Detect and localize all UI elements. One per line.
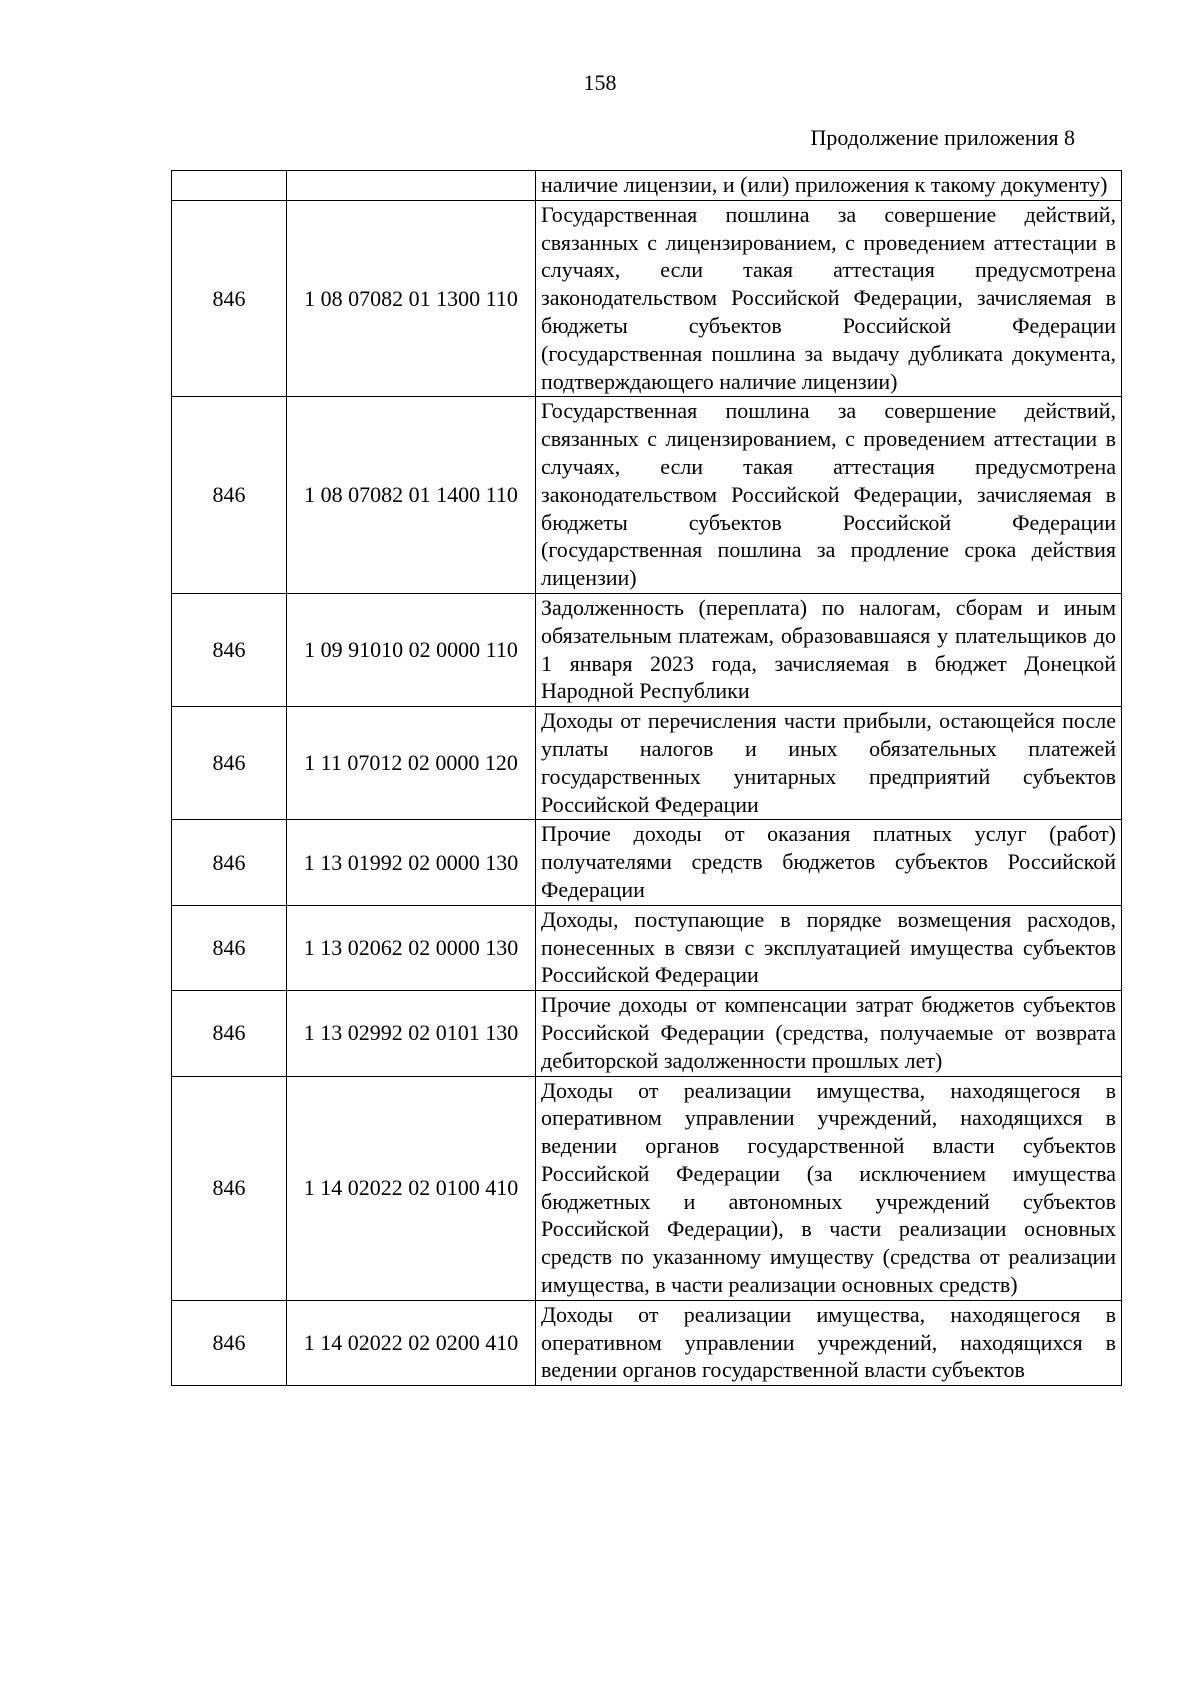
revenue-name-cell: Доходы от реализации имущества, находящегося в оперативном управлении учреждений, находящихся в ведении органов государственной власти субъектов [536, 1300, 1122, 1385]
budget-code-cell: 1 08 07082 01 1300 110 [287, 200, 536, 397]
budget-code-cell [287, 171, 536, 201]
revenue-name-cell: Государственная пошлина за совершение действий, связанных с лицензированием, с проведением аттестации в случаях, если такая аттестация предусмотрена законодательством Российской Федерации, зачисляемая в бюджеты субъектов Российской Федерации (государственная пошлина за продление срока действия лицензии) [536, 397, 1122, 594]
table-row [172, 593, 1122, 706]
admin-code-cell: 846 [172, 593, 287, 706]
admin-code-cell: 846 [172, 1076, 287, 1300]
budget-code-cell: 1 14 02022 02 0200 410 [287, 1300, 536, 1385]
budget-code-cell: 1 13 02992 02 0101 130 [287, 991, 536, 1076]
admin-code-cell [172, 171, 287, 201]
admin-code-cell: 846 [172, 707, 287, 820]
table-row [172, 707, 1122, 820]
admin-code-cell: 846 [172, 820, 287, 905]
admin-code-cell: 846 [172, 1300, 287, 1385]
revenue-name-cell: Доходы от реализации имущества, находящегося в оперативном управлении учреждений, находящихся в ведении органов государственной власти субъектов Российской Федерации (за исключением имущества бюджетных и автономных учреждений субъектов Российской Федерации), в части реализации основных средств по указанному имуществу (средства от реализации имущества, в части реализации основных средств) [536, 1076, 1122, 1300]
table-row [172, 397, 1122, 594]
revenue-name-cell: Задолженность (переплата) по налогам, сборам и иным обязательным платежам, образовавшаяся у плательщиков до 1 января 2023 года, зачисляемая в бюджет Донецкой Народной Республики [536, 593, 1122, 706]
revenue-name-cell: Прочие доходы от компенсации затрат бюджетов субъектов Российской Федерации (средства, получаемые от возврата дебиторской задолженности прошлых лет) [536, 991, 1122, 1076]
budget-code-cell: 1 09 91010 02 0000 110 [287, 593, 536, 706]
table-row [172, 905, 1122, 990]
budget-code-cell: 1 14 02022 02 0100 410 [287, 1076, 536, 1300]
budget-code-cell: 1 11 07012 02 0000 120 [287, 707, 536, 820]
appendix-caption: Продолжение приложения 8 [810, 125, 1075, 150]
revenue-name-cell: Государственная пошлина за совершение действий, связанных с лицензированием, с проведением аттестации в случаях, если такая аттестация предусмотрена законодательством Российской Федерации, зачисляемая в бюджеты субъектов Российской Федерации (государственная пошлина за выдачу дубликата документа, подтверждающего наличие лицензии) [536, 200, 1122, 397]
admin-code-cell: 846 [172, 905, 287, 990]
table-row [172, 1300, 1122, 1385]
revenue-codes-table [171, 170, 1122, 1386]
table-row [172, 171, 1122, 201]
budget-code-cell: 1 08 07082 01 1400 110 [287, 397, 536, 594]
admin-code-cell: 846 [172, 200, 287, 397]
revenue-name-cell: Доходы, поступающие в порядке возмещения расходов, понесенных в связи с эксплуатацией имущества субъектов Российской Федерации [536, 905, 1122, 990]
table-row [172, 820, 1122, 905]
budget-code-cell: 1 13 01992 02 0000 130 [287, 820, 536, 905]
revenue-name-cell: Прочие доходы от оказания платных услуг (работ) получателями средств бюджетов субъектов Российской Федерации [536, 820, 1122, 905]
revenue-name-cell: наличие лицензии, и (или) приложения к такому документу) [536, 171, 1122, 201]
page-number: 158 [583, 70, 617, 95]
table-row [172, 1076, 1122, 1300]
revenue-name-cell: Доходы от перечисления части прибыли, остающейся после уплаты налогов и иных обязательных платежей государственных унитарных предприятий субъектов Российской Федерации [536, 707, 1122, 820]
budget-code-cell: 1 13 02062 02 0000 130 [287, 905, 536, 990]
table-row [172, 991, 1122, 1076]
admin-code-cell: 846 [172, 991, 287, 1076]
table-row [172, 200, 1122, 397]
admin-code-cell: 846 [172, 397, 287, 594]
